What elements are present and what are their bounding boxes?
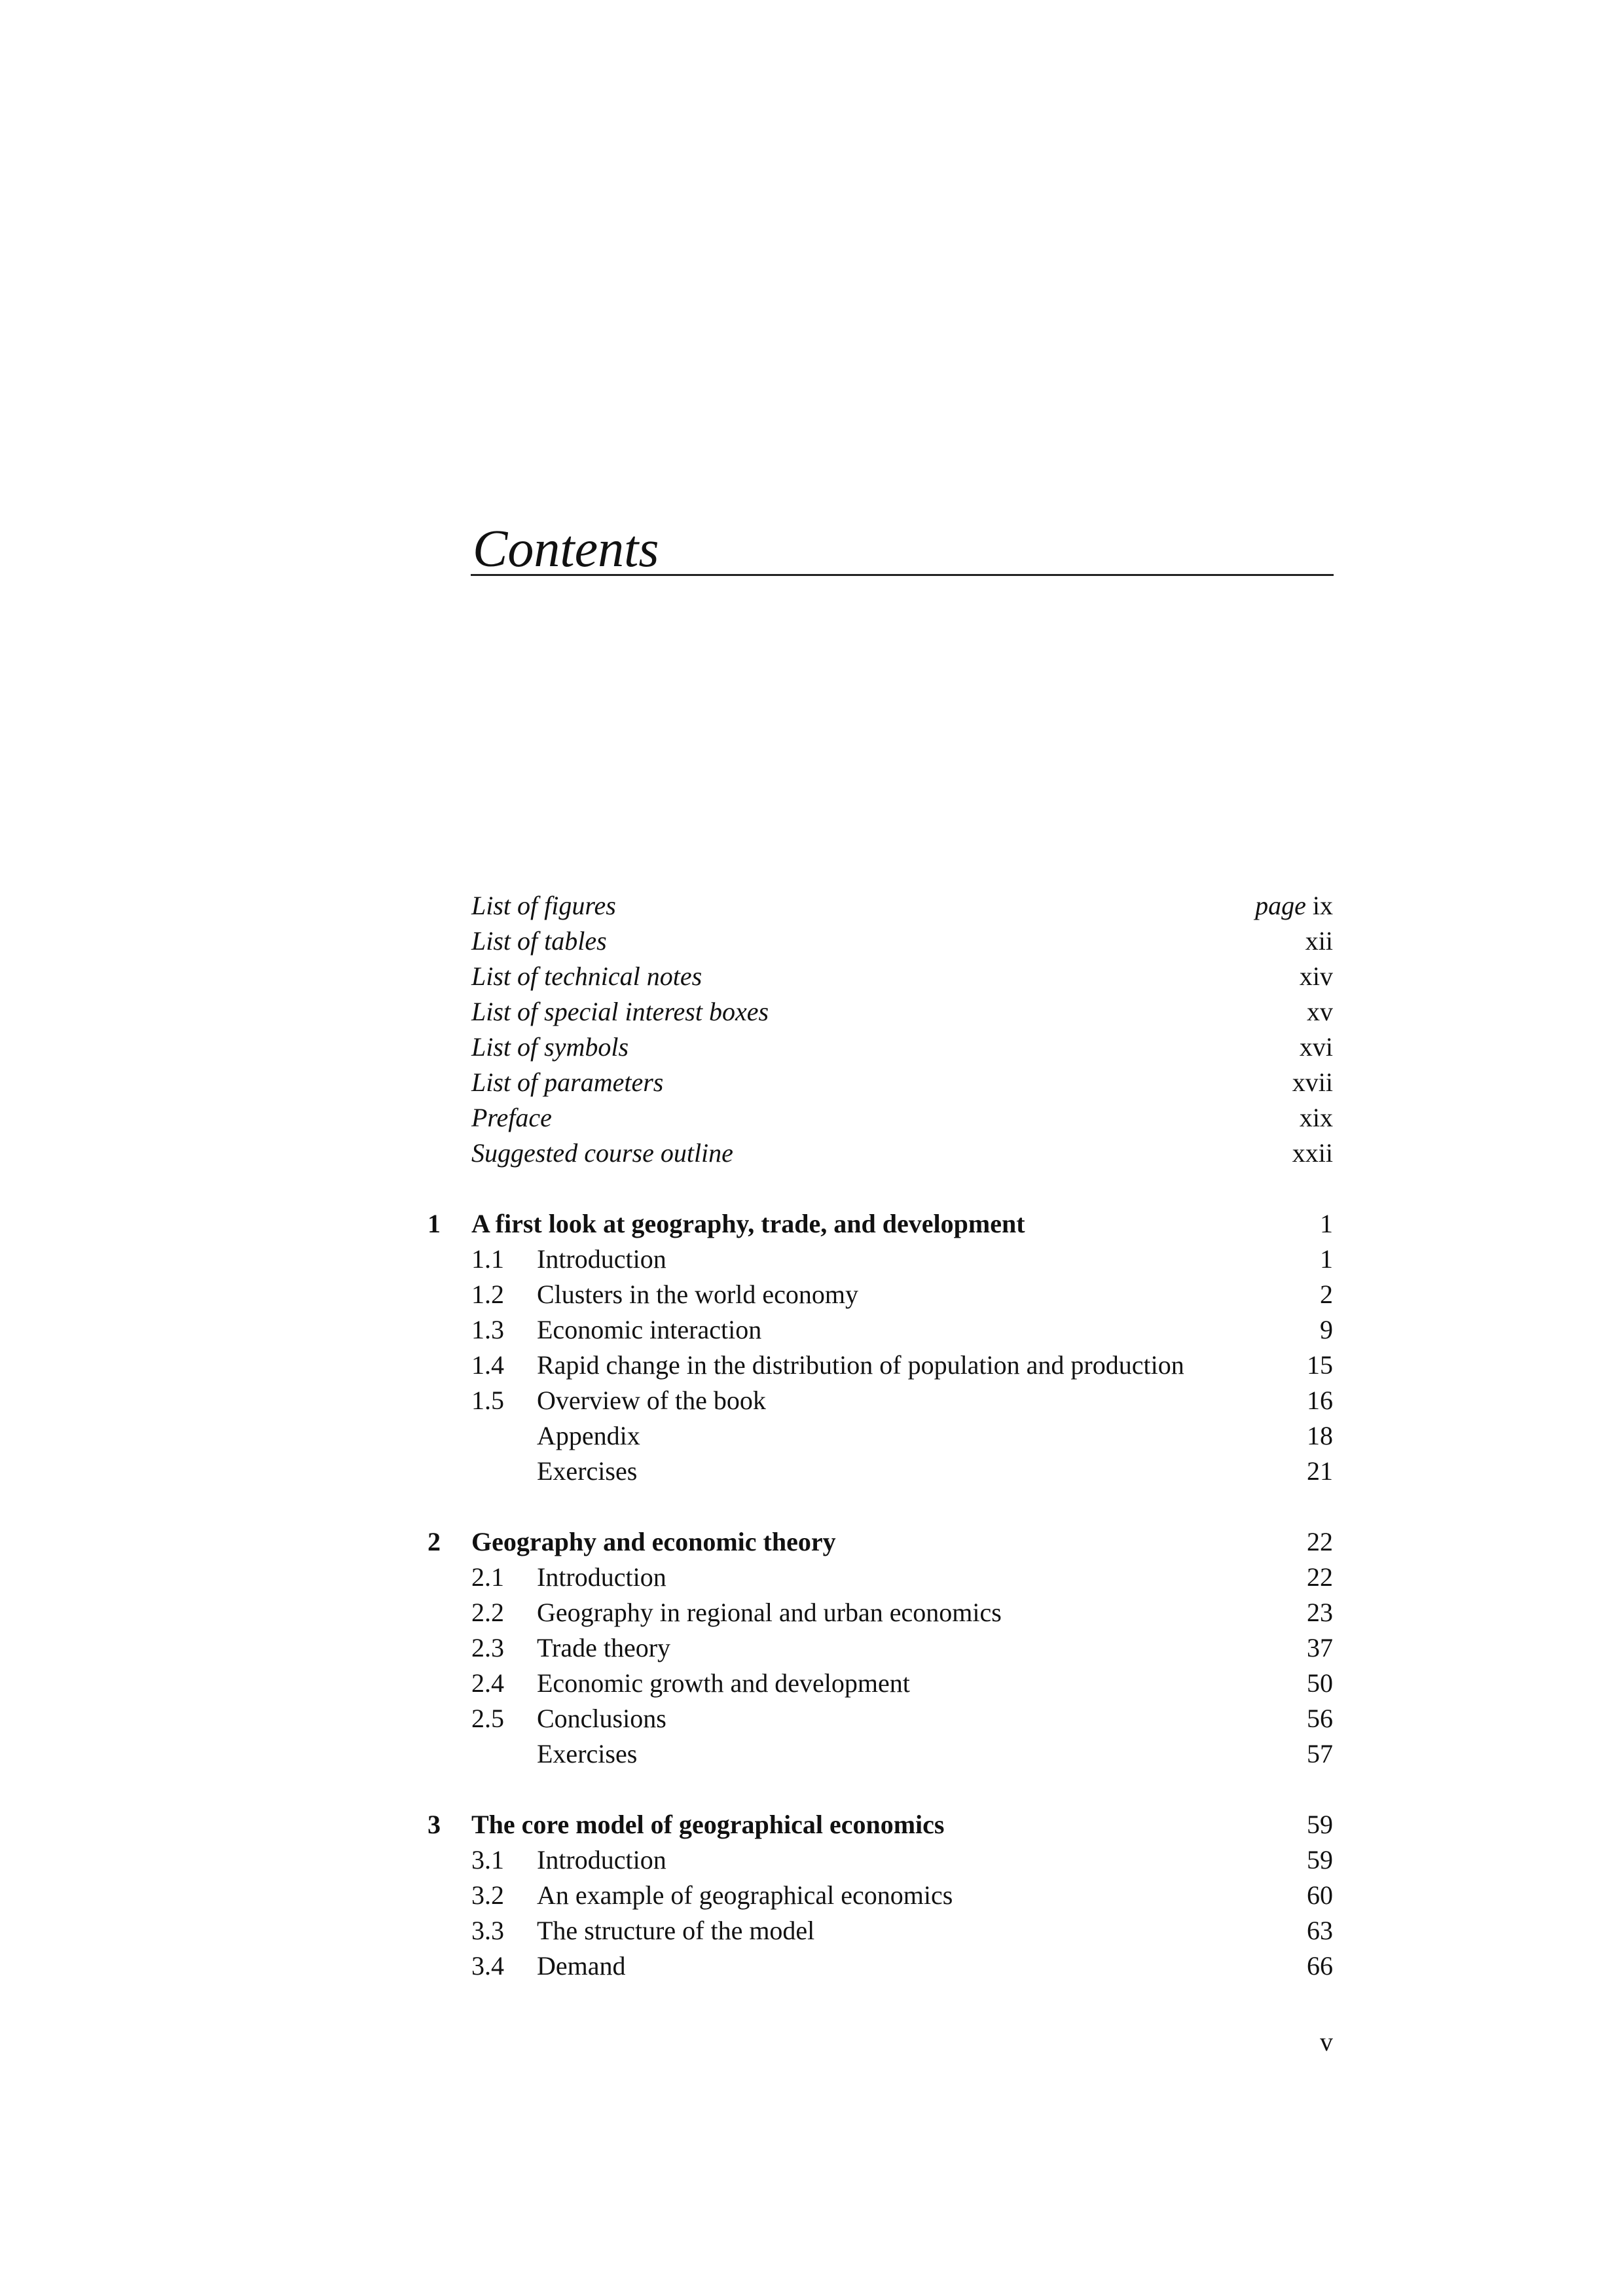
entry-title: List of technical notes — [471, 961, 702, 991]
section-number: 2.3 — [471, 1633, 504, 1662]
entry-page-number: xiv — [1299, 961, 1333, 991]
chapter-title: A first look at geography, trade, and development — [471, 1209, 1025, 1238]
section-title: Economic growth and development — [537, 1668, 910, 1698]
entry-page — [1292, 1136, 1333, 1171]
section-title: Trade theory — [537, 1633, 671, 1662]
section-entry — [0, 1242, 1623, 1277]
chapter-title: Geography and economic theory — [471, 1527, 836, 1556]
chapter-title: The core model of geographical economics — [471, 1810, 945, 1839]
section-entry — [0, 1312, 1623, 1348]
entry-title: List of parameters — [471, 1067, 664, 1097]
entry-page — [1292, 1065, 1333, 1100]
chapter-number: 2 — [428, 1527, 441, 1556]
section-page: 59 — [1307, 1845, 1333, 1874]
entry-page — [1305, 924, 1333, 959]
section-number: 1.2 — [471, 1280, 504, 1309]
toc-entry — [0, 888, 1623, 924]
section-page: 66 — [1307, 1951, 1333, 1981]
section-page: 9 — [1320, 1315, 1333, 1344]
page-number: v — [1320, 2027, 1333, 2056]
section-title: Introduction — [537, 1562, 666, 1592]
toc-entry — [0, 959, 1623, 994]
chapter-page: 1 — [1320, 1209, 1333, 1238]
section-page: 63 — [1307, 1916, 1333, 1945]
entry-title: List of special interest boxes — [471, 997, 769, 1026]
section-page: 15 — [1307, 1350, 1333, 1380]
section-number: 1.1 — [471, 1244, 504, 1274]
chapter-number: 3 — [428, 1810, 441, 1839]
section-number: 3.2 — [471, 1880, 504, 1910]
section-number: 3.1 — [471, 1845, 504, 1874]
entry-page-number: xvi — [1299, 1032, 1333, 1062]
entry-page-number: xxii — [1292, 1138, 1333, 1168]
section-title: An example of geographical economics — [537, 1880, 953, 1910]
chapter-heading — [0, 1206, 1623, 1242]
section-number: 2.4 — [471, 1668, 504, 1698]
section-entry — [0, 1630, 1623, 1666]
entry-title: List of figures — [471, 891, 616, 920]
section-page: 37 — [1307, 1633, 1333, 1662]
section-title: Exercises — [537, 1456, 638, 1486]
section-page: 18 — [1307, 1421, 1333, 1450]
entry-title: List of tables — [471, 926, 607, 956]
section-page: 50 — [1307, 1668, 1333, 1698]
title-rule — [471, 574, 1334, 576]
section-page: 21 — [1307, 1456, 1333, 1486]
section-title: Introduction — [537, 1845, 666, 1874]
toc-entry — [0, 994, 1623, 1030]
section-number: 2.5 — [471, 1704, 504, 1733]
section-page: 57 — [1307, 1739, 1333, 1768]
section-page: 1 — [1320, 1244, 1333, 1274]
entry-title: List of symbols — [471, 1032, 629, 1062]
section-title: Demand — [537, 1951, 626, 1981]
section-entry — [0, 1454, 1623, 1489]
chapter-page: 22 — [1307, 1527, 1333, 1556]
section-entry — [0, 1666, 1623, 1701]
section-entry — [0, 1383, 1623, 1418]
entry-page — [1300, 959, 1333, 994]
section-number: 1.3 — [471, 1315, 504, 1344]
section-page: 56 — [1307, 1704, 1333, 1733]
section-entry — [0, 1913, 1623, 1948]
toc-spacer — [0, 1772, 1623, 1807]
section-page: 2 — [1320, 1280, 1333, 1309]
entry-title: Suggested course outline — [471, 1138, 733, 1168]
section-title: The structure of the model — [537, 1916, 815, 1945]
section-page: 23 — [1307, 1598, 1333, 1627]
entry-page-number: xvii — [1292, 1067, 1333, 1097]
page-prefix: page — [1255, 891, 1306, 920]
table-of-contents — [0, 888, 1623, 1984]
section-entry — [0, 1701, 1623, 1736]
section-title: Rapid change in the distribution of population and production — [537, 1350, 1184, 1380]
chapter-number: 1 — [428, 1209, 441, 1238]
section-entry — [0, 1348, 1623, 1383]
section-title: Appendix — [537, 1421, 640, 1450]
entry-page-number: xii — [1305, 926, 1333, 956]
section-entry — [0, 1418, 1623, 1454]
section-title: Overview of the book — [537, 1386, 766, 1415]
section-title: Clusters in the world economy — [537, 1280, 859, 1309]
chapter-heading — [0, 1524, 1623, 1560]
chapter-page: 59 — [1307, 1810, 1333, 1839]
section-entry — [0, 1560, 1623, 1595]
entry-title: Preface — [471, 1103, 552, 1132]
section-entry — [0, 1736, 1623, 1772]
entry-page-number: ix — [1312, 891, 1333, 920]
section-number: 2.1 — [471, 1562, 504, 1592]
section-number: 1.5 — [471, 1386, 504, 1415]
section-entry — [0, 1277, 1623, 1312]
section-title: Exercises — [537, 1739, 638, 1768]
section-title: Conclusions — [537, 1704, 666, 1733]
section-page: 60 — [1307, 1880, 1333, 1910]
section-title: Economic interaction — [537, 1315, 762, 1344]
section-number: 2.2 — [471, 1598, 504, 1627]
section-entry — [0, 1595, 1623, 1630]
section-number: 3.3 — [471, 1916, 504, 1945]
toc-spacer — [0, 1489, 1623, 1524]
toc-spacer — [0, 1171, 1623, 1206]
entry-page — [1300, 1030, 1333, 1065]
toc-entry — [0, 1136, 1623, 1171]
toc-entry — [0, 1030, 1623, 1065]
section-entry — [0, 1948, 1623, 1984]
entry-page — [1255, 888, 1333, 924]
section-page: 16 — [1307, 1386, 1333, 1415]
section-title: Geography in regional and urban economics — [537, 1598, 1002, 1627]
section-number: 3.4 — [471, 1951, 504, 1981]
toc-entry — [0, 924, 1623, 959]
page-title: Contents — [473, 520, 659, 578]
entry-page — [1300, 1100, 1333, 1136]
entry-page-number: xv — [1307, 997, 1333, 1026]
entry-page — [1307, 994, 1333, 1030]
section-page: 22 — [1307, 1562, 1333, 1592]
chapter-heading — [0, 1807, 1623, 1842]
section-entry — [0, 1842, 1623, 1878]
toc-entry — [0, 1100, 1623, 1136]
section-entry — [0, 1878, 1623, 1913]
entry-page-number: xix — [1299, 1103, 1333, 1132]
section-number: 1.4 — [471, 1350, 504, 1380]
toc-entry — [0, 1065, 1623, 1100]
section-title: Introduction — [537, 1244, 666, 1274]
